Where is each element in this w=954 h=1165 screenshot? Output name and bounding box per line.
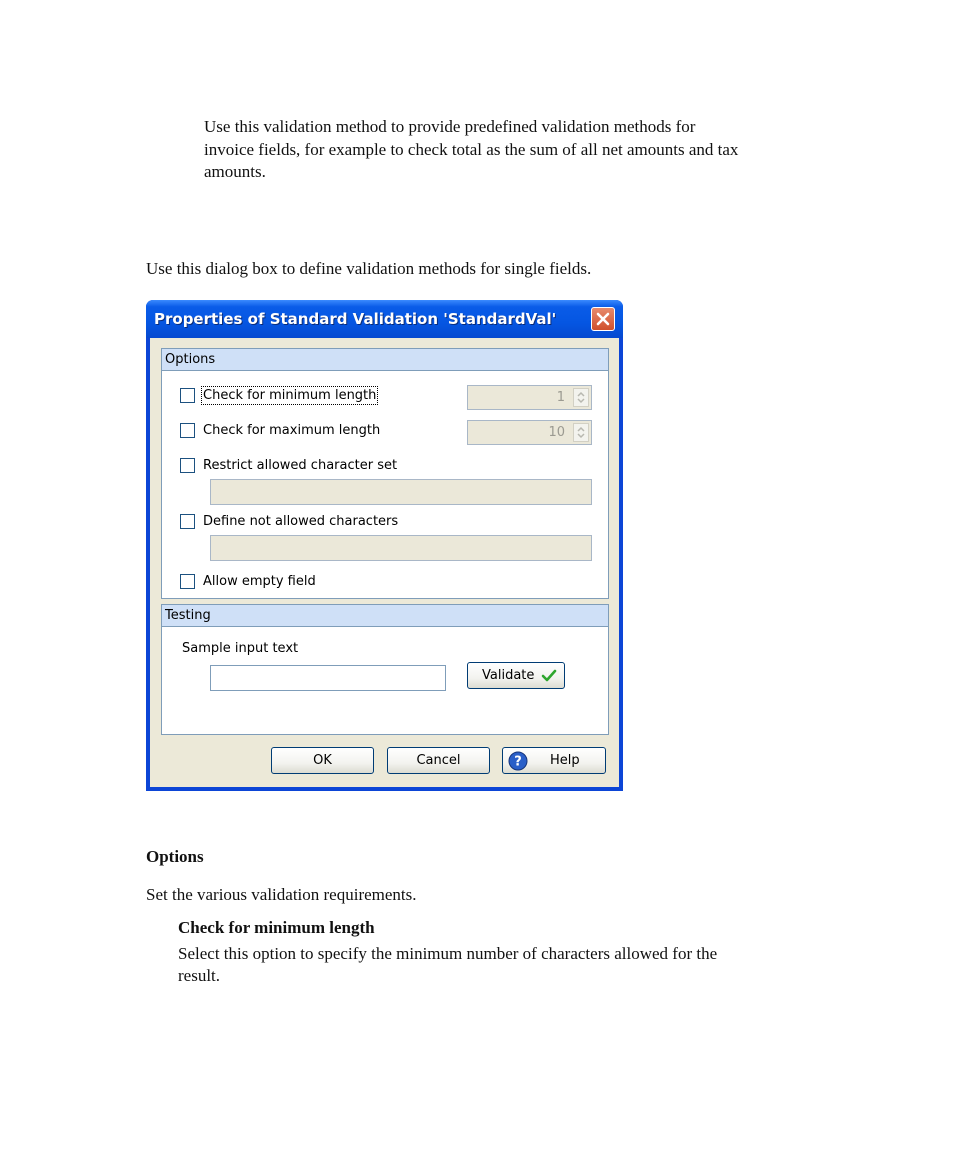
validate-button-label: Validate: [482, 668, 535, 683]
max-length-spinner[interactable]: [467, 420, 592, 445]
testing-group: [161, 604, 609, 735]
validation-dialog: [146, 300, 623, 791]
intro-line-1: Use this validation method to provide predefined validation methods for: [204, 117, 696, 136]
min-length-spinner[interactable]: [467, 385, 592, 410]
intro-line-2: invoice fields, for example to check total as the sum of all net amounts and tax: [204, 140, 739, 159]
dialog-client-area: [150, 338, 619, 787]
intro-line-3: amounts.: [204, 162, 266, 181]
dialog-titlebar[interactable]: [146, 300, 623, 338]
options-group-header: [162, 349, 608, 371]
min-length-value: 1: [556, 390, 565, 405]
allowed-charset-field[interactable]: [210, 479, 592, 505]
dialog-intro-text: Use this dialog box to define validation methods for single fields.: [146, 259, 592, 278]
min-length-desc-line-1: Select this option to specify the minimum number of characters allowed for the: [178, 944, 718, 963]
allow-empty-label[interactable]: Allow empty field: [203, 574, 316, 589]
min-length-label[interactable]: Check for minimum length: [203, 388, 377, 403]
help-icon: [508, 751, 528, 771]
spin-arrows-icon: [574, 424, 588, 441]
max-length-label[interactable]: Check for maximum length: [203, 423, 381, 438]
close-button[interactable]: [591, 307, 615, 331]
options-heading: Options: [146, 847, 204, 866]
options-group-title: Options: [165, 352, 216, 367]
min-length-checkbox[interactable]: [180, 388, 195, 403]
min-length-spin-buttons[interactable]: [573, 388, 589, 407]
checkmark-icon: [541, 669, 557, 683]
ok-button[interactable]: OK: [271, 747, 374, 774]
close-icon: [596, 312, 610, 326]
help-button[interactable]: ? Help: [502, 747, 606, 774]
not-allowed-chars-label[interactable]: Define not allowed characters: [203, 514, 399, 529]
svg-text:?: ?: [514, 754, 522, 770]
restrict-charset-checkbox[interactable]: [180, 458, 195, 473]
spin-arrows-icon: [574, 389, 588, 406]
sample-input-label: Sample input text: [182, 641, 299, 656]
validate-button[interactable]: [467, 662, 565, 689]
max-length-checkbox[interactable]: [180, 423, 195, 438]
testing-group-title: Testing: [165, 608, 211, 623]
sample-input-field[interactable]: [210, 665, 446, 691]
cancel-button[interactable]: Cancel: [387, 747, 490, 774]
max-length-value: 10: [548, 425, 565, 440]
testing-group-header: [162, 605, 608, 627]
allow-empty-checkbox[interactable]: [180, 574, 195, 589]
min-length-desc-line-2: result.: [178, 966, 221, 985]
restrict-charset-label[interactable]: Restrict allowed character set: [203, 458, 398, 473]
not-allowed-chars-checkbox[interactable]: [180, 514, 195, 529]
dialog-title: Properties of Standard Validation 'StandardVal': [154, 310, 557, 328]
min-length-heading: Check for minimum length: [178, 918, 375, 937]
options-group: [161, 348, 609, 599]
options-description: Set the various validation requirements.: [146, 885, 417, 904]
not-allowed-chars-field[interactable]: [210, 535, 592, 561]
max-length-spin-buttons[interactable]: [573, 423, 589, 442]
